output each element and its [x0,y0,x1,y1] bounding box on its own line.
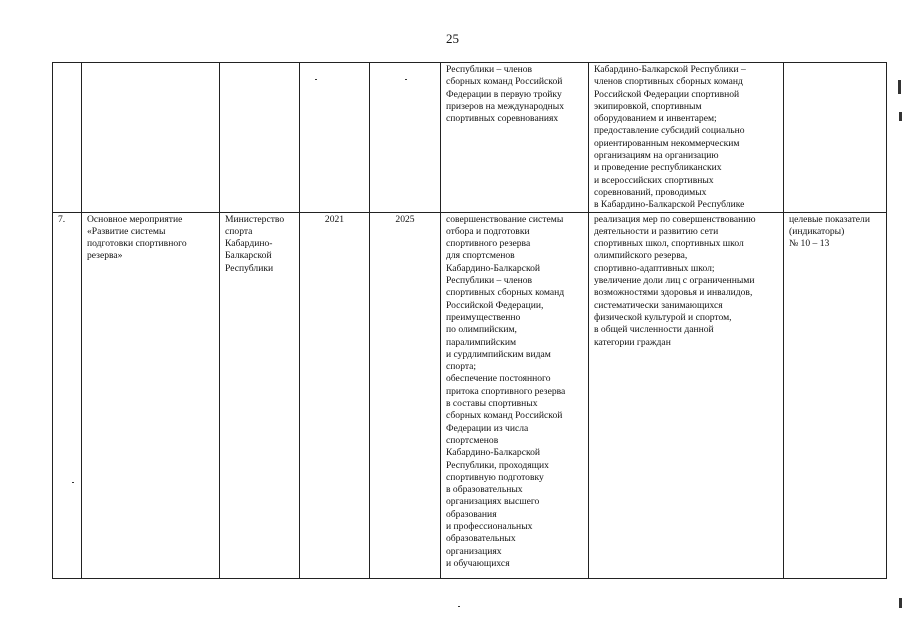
cell-line: подготовки спортивного [87,238,187,250]
cell-line: спортивного резерва [446,238,531,250]
cell-line: возможностями здоровья и инвалидов, [594,287,753,299]
cell-line: резерва» [87,250,123,262]
cell-line: систематически занимающихся [594,299,723,311]
cell-line: и сурдлимпийским видам [446,348,551,360]
cell-line: реализация мер по совершенствованию [594,213,756,225]
cell-line: образовательных [446,533,516,545]
end-year-cell: 2025 [370,212,441,578]
cell-line: и проведение республиканских [594,162,722,174]
cell-line: Основное мероприятие [87,213,183,225]
cell-line: Балкарской [225,250,272,262]
cell-line: сборных команд Российской [446,410,563,422]
cell-line: Федерации из числа [446,422,529,434]
cell-line: спорта [225,225,253,237]
scan-speck [315,79,317,80]
cell-line: Кабардино- [225,238,273,250]
cell-line: «Развитие системы [87,225,166,237]
cell-line: отбора и подготовки [446,225,530,237]
cell-line: деятельности и развитию сети [594,225,719,237]
cell-line: спортивно-адаптивных школ; [594,262,715,274]
cell-line: Российской Федерации спортивной [594,88,740,100]
cell-line: целевые показатели [789,213,870,225]
row-number-cell: 7. [53,212,82,578]
executor-cell [220,212,300,578]
cell-line: и обучающихся [446,557,510,569]
cell-line: организациям на организацию [594,150,719,162]
cell-line: экипировкой, спортивным [594,100,702,112]
cell-line: физической культурой и спортом, [594,311,732,323]
measure-name-cell [82,63,220,213]
cell-line: и всероссийских спортивных [594,174,714,186]
indicators-cell [784,212,887,578]
cell-line: в общей численности данной [594,324,714,336]
cell-line: Министерство [225,213,285,225]
cell-line: организациях высшего [446,496,540,508]
cell-line: в образовательных [446,484,523,496]
cell-line: призеров на международных [446,100,565,112]
cell-line: категории граждан [594,336,671,348]
cell-line: в Кабардино-Балкарской Республике [594,199,745,211]
cell-line: олимпийского резерва, [594,250,688,262]
cell-line: Республики, проходящих [446,459,549,471]
cell-line: ориентированным некоммерческим [594,137,740,149]
cell-line: и профессиональных [446,520,533,532]
cell-line: Кабардино-Балкарской [446,262,541,274]
cell-line: спорта; [446,361,477,373]
cell-line: спортивных школ, спортивных школ [594,238,744,250]
table-row [53,212,887,578]
cell-line: Федерации в первую тройку [446,88,562,100]
cell-line: Кабардино-Балкарской Республики – [594,64,746,75]
table-row [53,63,887,213]
cell-line: спортивных сборных команд [446,287,565,299]
executor-cell [220,63,300,213]
scan-speck [405,79,407,80]
cell-line: членов спортивных сборных команд [594,76,743,88]
expected-result-cell [441,63,589,213]
scan-speck [898,80,901,94]
cell-line: спортивную подготовку [446,471,544,483]
start-year-cell [300,63,370,213]
cell-line: сборных команд Российской [446,76,563,88]
start-year-cell: 2021 [300,212,370,578]
scan-speck [899,112,902,121]
cell-line: Республики – членов [446,275,533,287]
cell-line: предоставление субсидий социально [594,125,745,137]
scan-speck [72,482,74,483]
key-measures-cell [589,63,784,213]
cell-line: в составы спортивных [446,398,538,410]
cell-line: преимущественно [446,311,521,323]
cell-line: для спортсменов [446,250,515,262]
expected-result-cell [441,212,589,578]
page-number: 25 [446,31,459,46]
cell-line: Российской Федерации, [446,299,544,311]
cell-line: спортивных соревнованиях [446,113,559,125]
cell-line: оборудованием и инвентарем; [594,113,717,125]
cell-line: организациях [446,545,502,557]
cell-line: по олимпийским, [446,324,517,336]
indicators-cell [784,63,887,213]
cell-line: № 10 – 13 [789,238,830,250]
cell-line: Республики [225,262,274,274]
cell-line: Республики – членов [446,64,533,75]
cell-line: Кабардино-Балкарской [446,447,541,459]
cell-line: соревнований, проводимых [594,186,707,198]
program-measures-table [52,62,887,579]
end-year-cell [370,63,441,213]
key-measures-cell [589,212,784,578]
measure-name-cell [82,212,220,578]
cell-line: притока спортивного резерва [446,385,566,397]
cell-line: паралимпийским [446,336,517,348]
scan-speck [458,606,460,607]
row-number-cell [53,63,82,213]
cell-line: спортсменов [446,434,499,446]
cell-line: образования [446,508,497,520]
cell-line: (индикаторы) [789,225,845,237]
cell-line: обеспечение постоянного [446,373,551,385]
cell-line: совершенствование системы [446,213,564,225]
cell-line: увеличение доли лиц с ограниченными [594,275,755,287]
scan-speck [899,598,902,608]
